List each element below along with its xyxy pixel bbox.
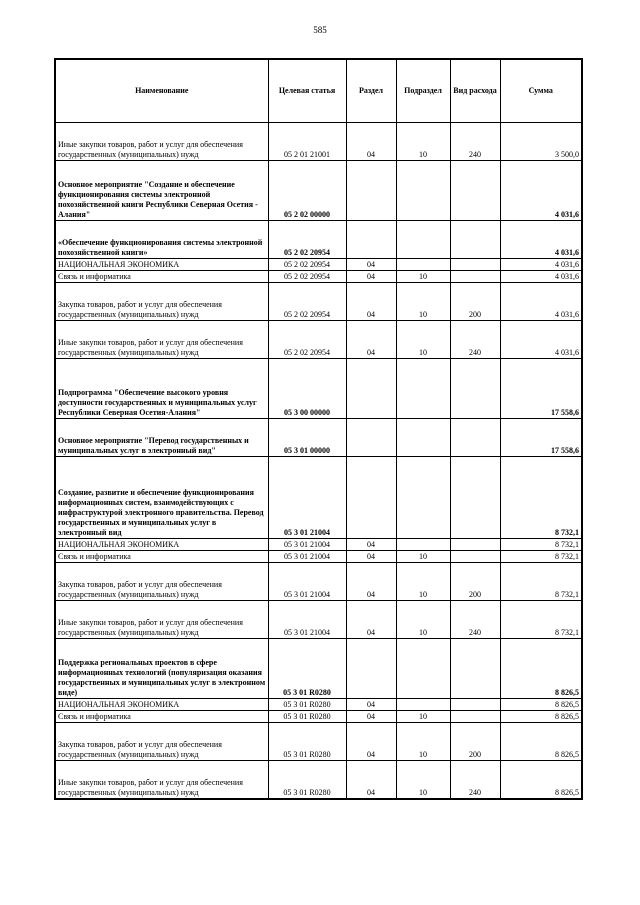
cell-section: 04 (346, 723, 396, 761)
cell-expense-type (450, 457, 500, 539)
cell-expense-type (450, 161, 500, 221)
cell-subsection: 10 (396, 123, 450, 161)
cell-amount: 8 826,5 (500, 761, 582, 799)
cell-name: Закупка товаров, работ и услуг для обеспечения государственных (муниципальных) нужд (55, 723, 268, 761)
table-header (55, 59, 582, 123)
cell-name: Связь и информатика (55, 551, 268, 563)
header-subsection: Подраздел (396, 59, 450, 123)
cell-amount: 17 558,6 (500, 419, 582, 457)
cell-target: 05 2 02 20954 (268, 321, 346, 359)
cell-amount: 8 826,5 (500, 699, 582, 711)
cell-subsection (396, 699, 450, 711)
table-row (55, 259, 582, 271)
cell-expense-type: 240 (450, 321, 500, 359)
table-row (55, 539, 582, 551)
cell-subsection: 10 (396, 321, 450, 359)
cell-expense-type: 240 (450, 123, 500, 161)
cell-subsection (396, 639, 450, 699)
cell-subsection: 10 (396, 563, 450, 601)
cell-amount: 4 031,6 (500, 259, 582, 271)
cell-name: Иные закупки товаров, работ и услуг для обеспечения государственных (муниципальных) нужд (55, 761, 268, 799)
cell-amount: 8 732,1 (500, 551, 582, 563)
cell-name: Подпрограмма "Обеспечение высокого уровня доступности государственных и муниципальных услуг Республики Северная Осетия-Алания" (55, 359, 268, 419)
cell-name: Иные закупки товаров, работ и услуг для обеспечения государственных (муниципальных) нужд (55, 321, 268, 359)
header-amount: Сумма (500, 59, 582, 123)
cell-name: Закупка товаров, работ и услуг для обеспечения государственных (муниципальных) нужд (55, 283, 268, 321)
table-row (55, 161, 582, 221)
cell-name: Иные закупки товаров, работ и услуг для обеспечения государственных (муниципальных) нужд (55, 123, 268, 161)
cell-amount: 8 732,1 (500, 563, 582, 601)
cell-name: НАЦИОНАЛЬНАЯ ЭКОНОМИКА (55, 699, 268, 711)
cell-target: 05 3 01 21004 (268, 457, 346, 539)
table-row (55, 639, 582, 699)
cell-subsection (396, 359, 450, 419)
table-row (55, 221, 582, 259)
cell-expense-type (450, 419, 500, 457)
cell-name: Основное мероприятие "Перевод государственных и муниципальных услуг в электронный вид" (55, 419, 268, 457)
cell-subsection (396, 457, 450, 539)
cell-subsection (396, 221, 450, 259)
table-row (55, 419, 582, 457)
table-body (55, 123, 582, 799)
cell-expense-type: 200 (450, 283, 500, 321)
cell-subsection (396, 539, 450, 551)
cell-section: 04 (346, 321, 396, 359)
cell-section: 04 (346, 711, 396, 723)
table-row (55, 457, 582, 539)
cell-expense-type: 200 (450, 723, 500, 761)
cell-target: 05 3 01 00000 (268, 419, 346, 457)
cell-section: 04 (346, 123, 396, 161)
cell-expense-type (450, 699, 500, 711)
cell-amount: 4 031,6 (500, 271, 582, 283)
cell-name: Иные закупки товаров, работ и услуг для обеспечения государственных (муниципальных) нужд (55, 601, 268, 639)
table-row (55, 271, 582, 283)
cell-name: Поддержка региональных проектов в сфере информационных технологий (популяризация оказания государственных и муниципальных услуг в электронном виде) (55, 639, 268, 699)
cell-target: 05 3 01 R0280 (268, 711, 346, 723)
cell-target: 05 2 02 20954 (268, 259, 346, 271)
cell-target: 05 3 01 R0280 (268, 723, 346, 761)
cell-target: 05 3 00 00000 (268, 359, 346, 419)
cell-subsection (396, 259, 450, 271)
cell-subsection: 10 (396, 761, 450, 799)
table-row (55, 321, 582, 359)
cell-name: Связь и информатика (55, 271, 268, 283)
cell-section: 04 (346, 601, 396, 639)
header-section: Раздел (346, 59, 396, 123)
cell-subsection: 10 (396, 711, 450, 723)
cell-target: 05 3 01 21004 (268, 601, 346, 639)
cell-name: НАЦИОНАЛЬНАЯ ЭКОНОМИКА (55, 259, 268, 271)
cell-expense-type (450, 539, 500, 551)
cell-amount: 8 732,1 (500, 539, 582, 551)
cell-target: 05 3 01 R0280 (268, 761, 346, 799)
cell-expense-type (450, 259, 500, 271)
cell-target: 05 3 01 R0280 (268, 699, 346, 711)
cell-subsection: 10 (396, 283, 450, 321)
cell-section: 04 (346, 761, 396, 799)
cell-amount: 8 732,1 (500, 601, 582, 639)
table-row (55, 711, 582, 723)
cell-target: 05 3 01 21004 (268, 563, 346, 601)
cell-subsection: 10 (396, 723, 450, 761)
table-row (55, 761, 582, 799)
cell-section: 04 (346, 283, 396, 321)
cell-subsection (396, 419, 450, 457)
cell-amount: 8 826,5 (500, 711, 582, 723)
cell-expense-type: 240 (450, 761, 500, 799)
cell-target: 05 3 01 R0280 (268, 639, 346, 699)
table-row (55, 283, 582, 321)
cell-section (346, 457, 396, 539)
cell-target: 05 3 01 21004 (268, 539, 346, 551)
page-number: 585 (313, 25, 327, 35)
cell-section (346, 161, 396, 221)
cell-amount: 17 558,6 (500, 359, 582, 419)
table-row (55, 563, 582, 601)
cell-expense-type: 200 (450, 563, 500, 601)
table-row (55, 723, 582, 761)
cell-amount: 4 031,6 (500, 321, 582, 359)
table-row (55, 601, 582, 639)
cell-section: 04 (346, 259, 396, 271)
cell-subsection: 10 (396, 551, 450, 563)
cell-target: 05 2 02 20954 (268, 283, 346, 321)
cell-target: 05 2 01 21001 (268, 123, 346, 161)
cell-amount: 4 031,6 (500, 283, 582, 321)
cell-expense-type (450, 359, 500, 419)
cell-expense-type (450, 639, 500, 699)
cell-amount: 8 826,5 (500, 639, 582, 699)
cell-name: «Обеспечение функционирования системы электронной похозяйственной книги» (55, 221, 268, 259)
table-row (55, 123, 582, 161)
cell-section: 04 (346, 551, 396, 563)
cell-section: 04 (346, 563, 396, 601)
cell-subsection (396, 161, 450, 221)
cell-expense-type: 240 (450, 601, 500, 639)
cell-target: 05 2 02 20954 (268, 271, 346, 283)
cell-expense-type (450, 271, 500, 283)
cell-subsection: 10 (396, 271, 450, 283)
cell-section: 04 (346, 539, 396, 551)
cell-target: 05 2 02 20954 (268, 221, 346, 259)
cell-name: Связь и информатика (55, 711, 268, 723)
cell-section (346, 419, 396, 457)
table-row (55, 551, 582, 563)
cell-expense-type (450, 711, 500, 723)
header-name: Наименование (55, 59, 268, 123)
cell-section (346, 359, 396, 419)
cell-name: Основное мероприятие "Создание и обеспечение функционирования системы электронной похозяйственной книги Республики Северная Осетия - Алания" (55, 161, 268, 221)
cell-target: 05 2 02 00000 (268, 161, 346, 221)
cell-target: 05 3 01 21004 (268, 551, 346, 563)
cell-name: НАЦИОНАЛЬНАЯ ЭКОНОМИКА (55, 539, 268, 551)
table-row (55, 699, 582, 711)
cell-amount: 8 732,1 (500, 457, 582, 539)
cell-expense-type (450, 221, 500, 259)
cell-name: Создание, развитие и обеспечение функционирования информационных систем, взаимодействующих с инфраструктурой электронного правительства. Перевод государственных и муниципальных услуг в электронный вид (55, 457, 268, 539)
cell-section (346, 639, 396, 699)
cell-amount: 4 031,6 (500, 161, 582, 221)
cell-section: 04 (346, 699, 396, 711)
cell-subsection: 10 (396, 601, 450, 639)
header-target: Целевая статья (268, 59, 346, 123)
cell-section: 04 (346, 271, 396, 283)
header-expense-type: Вид расхода (450, 59, 500, 123)
budget-table (54, 58, 583, 800)
table-row (55, 359, 582, 419)
cell-amount: 3 500,0 (500, 123, 582, 161)
cell-section (346, 221, 396, 259)
cell-amount: 4 031,6 (500, 221, 582, 259)
cell-expense-type (450, 551, 500, 563)
cell-name: Закупка товаров, работ и услуг для обеспечения государственных (муниципальных) нужд (55, 563, 268, 601)
cell-amount: 8 826,5 (500, 723, 582, 761)
